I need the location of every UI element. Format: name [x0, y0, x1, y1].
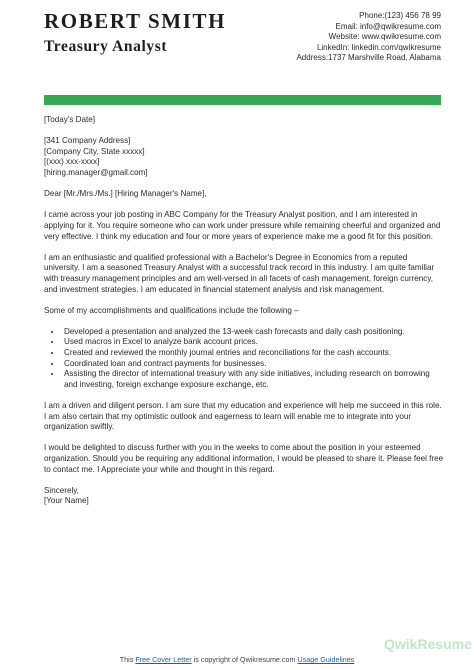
list-item: • Coordinated loan and contract payments for businesses. — [62, 359, 444, 370]
contact-address: Address:1737 Marshville Road, Alabama — [296, 53, 441, 63]
body-paragraph: I am an enthusiastic and qualified professional with a Bachelor's Degree in Economics from a reputed university. I am a seasoned Treasury Analyst with a successful track record in this industry. I am quite familiar with treasury management principles and am well-versed in all facets of cash management, foreign currency, and investment strategies. I am educated in financial statement analysis and risk management. — [44, 252, 435, 294]
recipient-address-line: [(xxx) xxx-xxxx] — [44, 157, 100, 167]
salutation: Dear [Mr./Mrs./Ms.] [Hiring Manager's Name], — [44, 189, 207, 199]
recipient-address-line: [Company City, State xxxxx] — [44, 146, 145, 156]
recipient-address-line: [hiring.manager@gmail.com] — [44, 167, 148, 177]
list-item: • Created and reviewed the monthly journal entries and reconciliations for the cash accounts. — [62, 348, 444, 359]
body-paragraph: I would be delighted to discuss further with you in the weeks to come about the position in your esteemed organization. Should you be requiring any additional information, I would be pleased to share it. Please feel free to contact me. I Appreciate your while and thought in this regard. — [44, 443, 444, 474]
signature-name: [Your Name] — [44, 496, 89, 506]
applicant-title: Treasury Analyst — [44, 38, 168, 55]
recipient-address — [44, 136, 444, 178]
qwikresume-watermark-logo: QwikResume — [384, 636, 472, 652]
signature-block — [44, 486, 444, 507]
accomplishments-intro: Some of my accomplishments and qualifications include the following – — [44, 305, 299, 315]
contact-website[interactable]: Website: www.qwikresume.com — [328, 32, 441, 42]
contact-email[interactable]: Email: info@qwikresume.com — [335, 21, 441, 31]
contact-linkedin[interactable]: LinkedIn: linkedin.com/qwikresume — [316, 42, 441, 52]
accent-divider-bar — [44, 95, 441, 105]
recipient-address-line: [341 Company Address] — [44, 136, 131, 146]
accomplishments-list — [44, 327, 444, 391]
contact-phone: Phone:(123) 456 78 99 — [359, 11, 441, 20]
applicant-name: ROBERT SMITH — [44, 9, 227, 33]
letter-body — [44, 115, 444, 507]
closing: Sincerely, — [44, 485, 79, 495]
body-paragraph: I am a driven and diligent person. I am sure that my education and experience will help me succeed in this role. I am also certain that my optimistic outlook and eagerness to learn will enable me to integrate into your organization swiftly. — [44, 401, 442, 432]
body-paragraph: I came across your job posting in ABC Company for the Treasury Analyst position, and I am interested in applying for it. You require someone who can work under pressure while remaining cheerful and organized and very effective. I think my education and four or more years of experience make me a good fit for this position. — [44, 210, 441, 241]
list-item: • Assisting the director of international treasury with any side initiatives, including research on borrowing and investing, foreign exchange exposure exchange, etc. — [62, 369, 444, 390]
footer-copyright — [0, 654, 474, 670]
footer-prefix: This — [119, 655, 134, 664]
letter-date: [Today's Date] — [44, 115, 96, 124]
free-cover-letter-link[interactable]: Free Cover Letter — [135, 655, 192, 664]
list-item: • Developed a presentation and analyzed the 13-week cash forecasts and daily cash positioning. — [62, 327, 444, 338]
contact-block — [241, 11, 441, 64]
usage-guidelines-link[interactable]: Usage Guidelines — [297, 655, 355, 664]
list-item: • Used macros in Excel to analyze bank account prices. — [62, 337, 444, 348]
footer-middle: is copyright of Qwikresume.com — [193, 655, 296, 664]
